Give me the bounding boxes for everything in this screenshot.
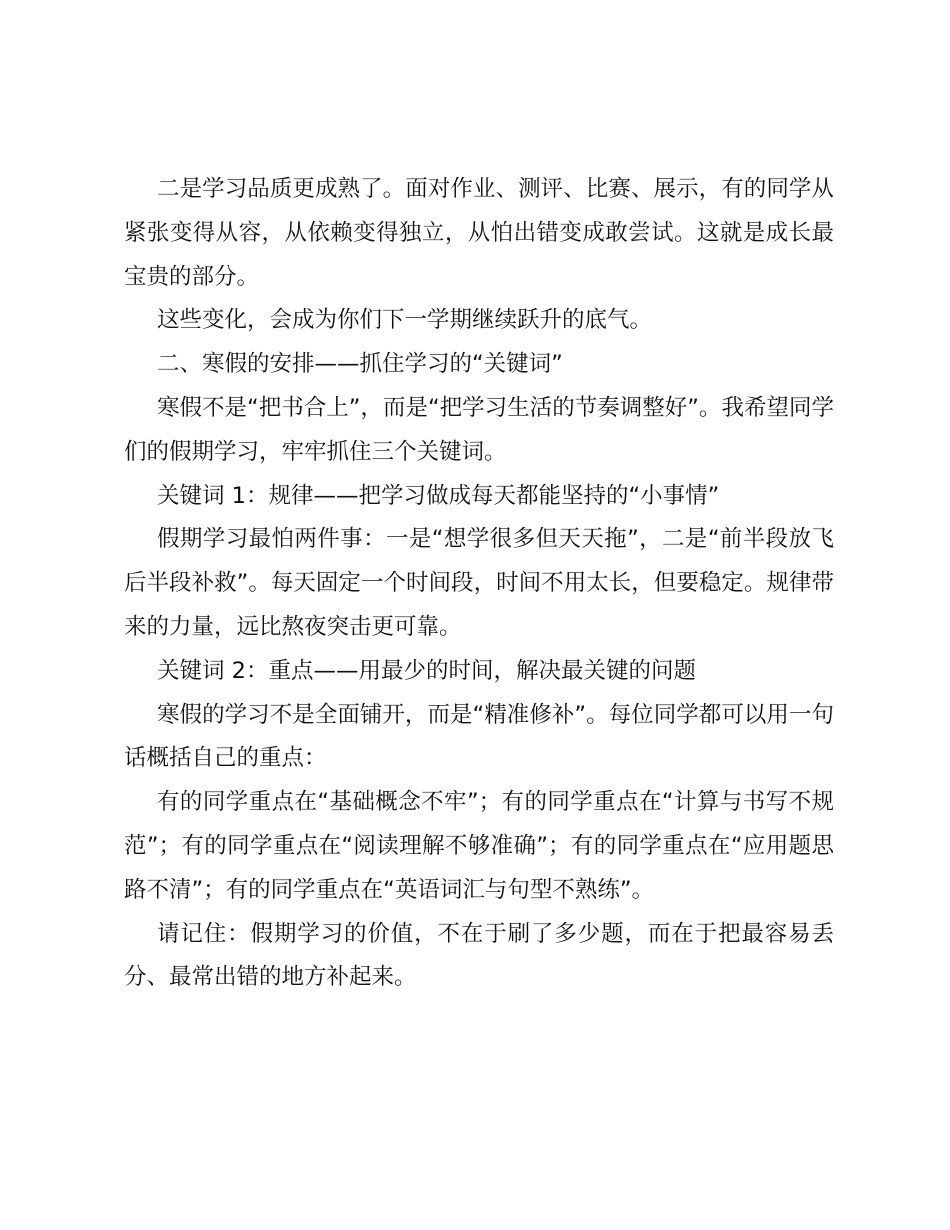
section-heading-winter-plan: 二、寒假的安排——抓住学习的“关键词” [157,351,563,378]
keyword-heading-2: 关键词 2：重点——用最少的时间，解决最关键的问题 [157,657,696,684]
paragraph-changes: 这些变化，会成为你们下一学期继续跃升的底气。 [157,307,653,334]
paragraph-keyword-1: 假期学习最怕两件事：一是“想学很多但天天拖”，二是“前半段放飞后半段补救”。每天固定一个时间段，时间不用太长，但要稳定。规律带来的力量，远比熬夜突击更可靠。 [124,526,834,640]
document-body [124,168,834,1000]
paragraph-winter-intro: 寒假不是“把书合上”，而是“把学习生活的节奏调整好”。我希望同学们的假期学习，牢牢抓住三个关键词。 [124,394,834,465]
paragraph-learning-quality: 二是学习品质更成熟了。面对作业、测评、比赛、展示，有的同学从紧张变得从容，从依赖变得独立，从怕出错变成敢尝试。这就是成长最宝贵的部分。 [124,176,834,290]
paragraph-focus-examples: 有的同学重点在“基础概念不牢”；有的同学重点在“计算与书写不规范”；有的同学重点在“阅读理解不够准确”；有的同学重点在“应用题思路不清”；有的同学重点在“英语词汇与句型不熟练”。 [124,789,834,903]
paragraph-remember: 请记住：假期学习的价值，不在于刷了多少题，而在于把最容易丢分、最常出错的地方补起来。 [124,920,834,991]
paragraph-keyword-2: 寒假的学习不是全面铺开，而是“精准修补”。每位同学都可以用一句话概括自己的重点： [124,701,834,772]
keyword-heading-1: 关键词 1：规律——把学习做成每天都能坚持的“小事情” [157,482,720,509]
